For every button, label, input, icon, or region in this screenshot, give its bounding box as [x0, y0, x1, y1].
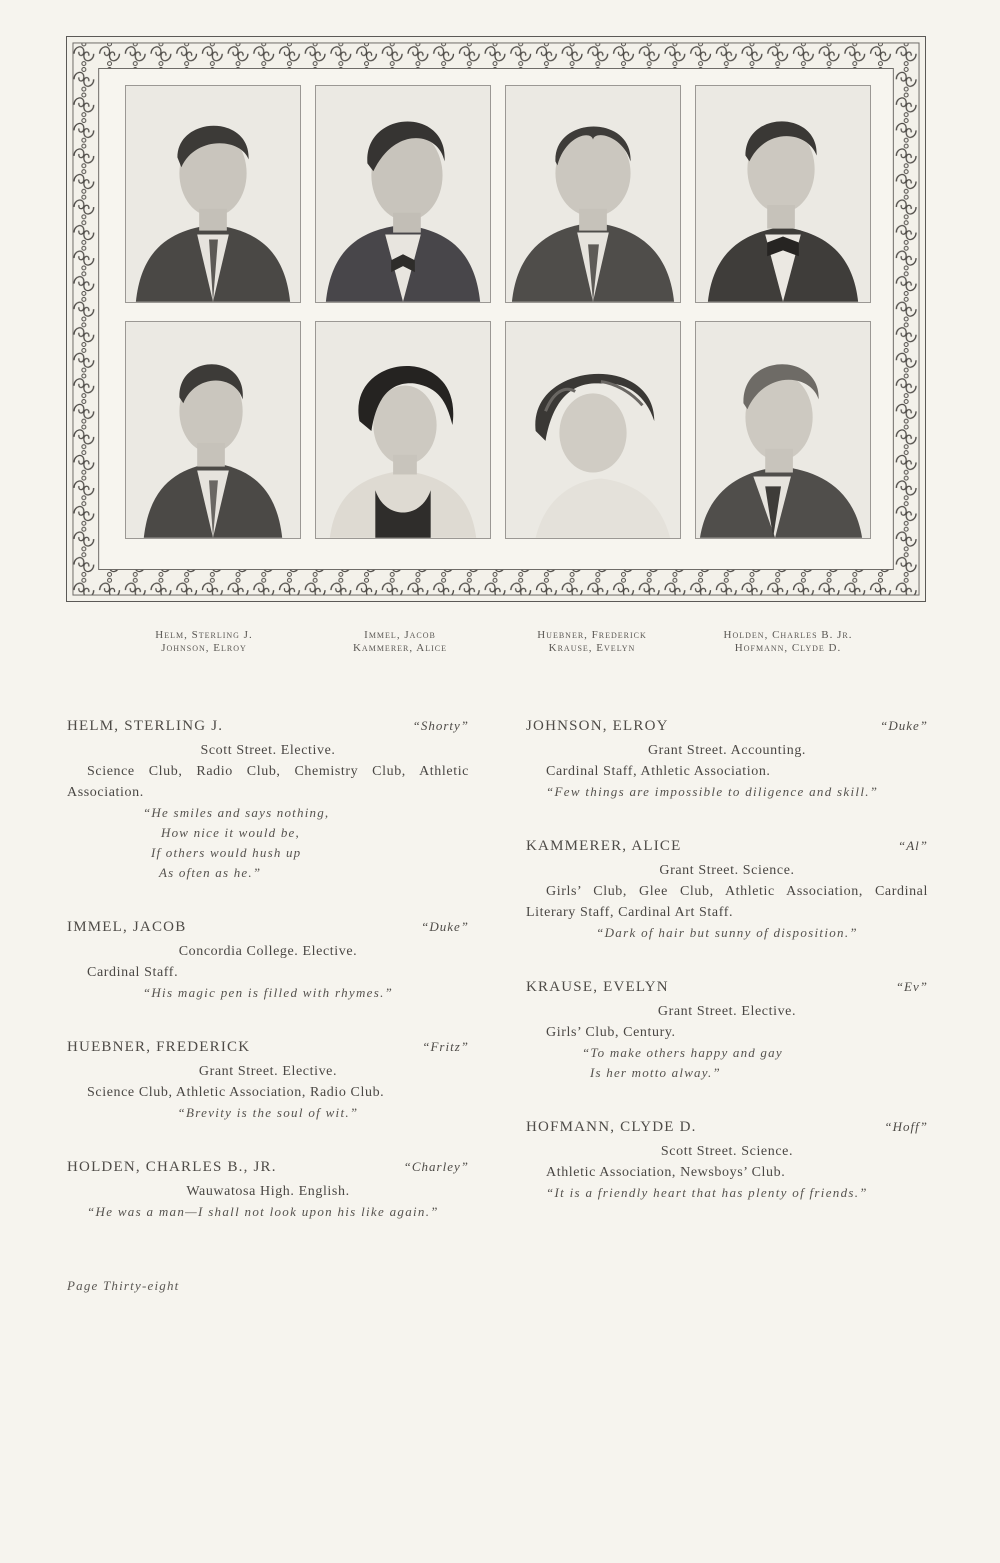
- poem-line: “To make others happy and gay: [582, 1045, 783, 1060]
- caption-line: Johnson, Elroy: [161, 642, 247, 654]
- caption-line: Krause, Evelyn: [548, 642, 636, 654]
- portrait-huebner: [505, 85, 681, 303]
- portrait-icon: [316, 86, 490, 302]
- portrait-icon: [126, 322, 300, 538]
- portrait-hofmann: [695, 321, 871, 539]
- school-line: Grant Street. Accounting.: [647, 743, 807, 758]
- caption-line: Helm, Sterling J.: [155, 629, 253, 641]
- activities: Science Club, Athletic Association, Radio Club.: [87, 1085, 385, 1100]
- nickname: “Ev”: [895, 979, 928, 994]
- school-line: Grant Street. Science.: [659, 863, 795, 878]
- poem-line: Is her motto alway.”: [590, 1065, 721, 1080]
- caption-column-3: [492, 629, 692, 655]
- school-line: Concordia College. Elective.: [178, 944, 358, 959]
- senior-entry: [526, 979, 928, 1083]
- caption-column-4: [688, 629, 888, 655]
- entry-header: [526, 838, 928, 860]
- poem-line: How nice it would be,: [161, 825, 300, 840]
- entry-header: [526, 1119, 928, 1141]
- motto-poem: [526, 1043, 928, 1083]
- left-column: [67, 718, 469, 1258]
- nickname: “Duke”: [880, 718, 928, 733]
- student-name: HOLDEN, CHARLES B., JR.: [67, 1159, 277, 1175]
- portrait-icon: [506, 322, 680, 538]
- poem-line: As often as he.”: [159, 865, 262, 880]
- portrait-icon: [696, 322, 870, 538]
- student-name: KAMMERER, ALICE: [526, 838, 682, 854]
- motto-quote: “His magic pen is filled with rhymes.”: [142, 985, 394, 1000]
- page-number: Page Thirty-eight: [67, 1278, 180, 1293]
- senior-entry: [67, 718, 469, 883]
- activities: Cardinal Staff.: [87, 965, 179, 980]
- caption-line: Immel, Jacob: [364, 629, 436, 641]
- nickname: “Charley”: [403, 1159, 469, 1174]
- right-column: [526, 718, 928, 1239]
- motto-quote: “It is a friendly heart that has plenty of friends.”: [546, 1185, 868, 1200]
- entry-header: [67, 1039, 469, 1061]
- nickname: “Duke”: [421, 919, 469, 934]
- activities: Girls’ Club, Century.: [546, 1025, 676, 1040]
- caption-line: Hofmann, Clyde D.: [734, 642, 842, 654]
- activities: Girls’ Club, Glee Club, Athletic Association, Cardinal Literary Staff, Cardinal Art Staff.: [526, 884, 928, 920]
- student-name: HELM, STERLING J.: [67, 718, 224, 734]
- portrait-holden: [695, 85, 871, 303]
- student-name: HUEBNER, FREDERICK: [67, 1039, 251, 1055]
- nickname: “Fritz”: [422, 1039, 469, 1054]
- nickname: “Al”: [897, 838, 928, 853]
- portrait-immel: [315, 85, 491, 303]
- caption-column-1: [104, 629, 304, 655]
- nickname: “Shorty”: [412, 718, 469, 733]
- photo-panel: [66, 36, 926, 602]
- entry-header: [67, 718, 469, 740]
- school-line: Scott Street. Science.: [660, 1144, 794, 1159]
- poem-line: “He smiles and says nothing,: [143, 805, 330, 820]
- motto-quote: “Dark of hair but sunny of disposition.”: [596, 925, 858, 940]
- caption-line: Kammerer, Alice: [352, 642, 447, 654]
- portrait-icon: [696, 86, 870, 302]
- senior-entry: [526, 838, 928, 943]
- portrait-johnson: [125, 321, 301, 539]
- poem-line: If others would hush up: [151, 845, 302, 860]
- motto-quote: “Brevity is the soul of wit.”: [177, 1105, 359, 1120]
- entry-header: [67, 919, 469, 941]
- student-name: JOHNSON, ELROY: [526, 718, 669, 734]
- entry-header: [526, 718, 928, 740]
- senior-entry: [67, 919, 469, 1003]
- nickname: “Hoff”: [884, 1119, 928, 1134]
- motto-quote: “Few things are impossible to diligence and skill.”: [546, 784, 879, 799]
- activities: Science Club, Radio Club, Chemistry Club, Athletic Association.: [67, 764, 469, 800]
- senior-entry: [526, 1119, 928, 1203]
- entry-header: [526, 979, 928, 1001]
- senior-entry: [526, 718, 928, 802]
- motto-poem: [67, 803, 469, 883]
- school-line: Wauwatosa High. English.: [186, 1184, 350, 1199]
- motto-quote: “He was a man—I shall not look upon his like again.”: [87, 1204, 439, 1219]
- portrait-helm: [125, 85, 301, 303]
- student-name: IMMEL, JACOB: [67, 919, 187, 935]
- activities: Athletic Association, Newsboys’ Club.: [546, 1165, 786, 1180]
- student-name: KRAUSE, EVELYN: [526, 979, 669, 995]
- portrait-krause: [505, 321, 681, 539]
- school-line: Scott Street. Elective.: [200, 743, 336, 758]
- portrait-kammerer: [315, 321, 491, 539]
- senior-entry: [67, 1159, 469, 1222]
- student-name: HOFMANN, CLYDE D.: [526, 1119, 697, 1135]
- school-line: Grant Street. Elective.: [198, 1064, 338, 1079]
- caption-column-2: [300, 629, 500, 655]
- activities: Cardinal Staff, Athletic Association.: [546, 764, 771, 779]
- portrait-icon: [126, 86, 300, 302]
- senior-entry: [67, 1039, 469, 1123]
- entry-header: [67, 1159, 469, 1181]
- school-line: Grant Street. Elective.: [657, 1004, 797, 1019]
- portrait-icon: [506, 86, 680, 302]
- caption-line: Holden, Charles B. Jr.: [723, 629, 853, 641]
- portrait-icon: [316, 322, 490, 538]
- caption-line: Huebner, Frederick: [537, 629, 647, 641]
